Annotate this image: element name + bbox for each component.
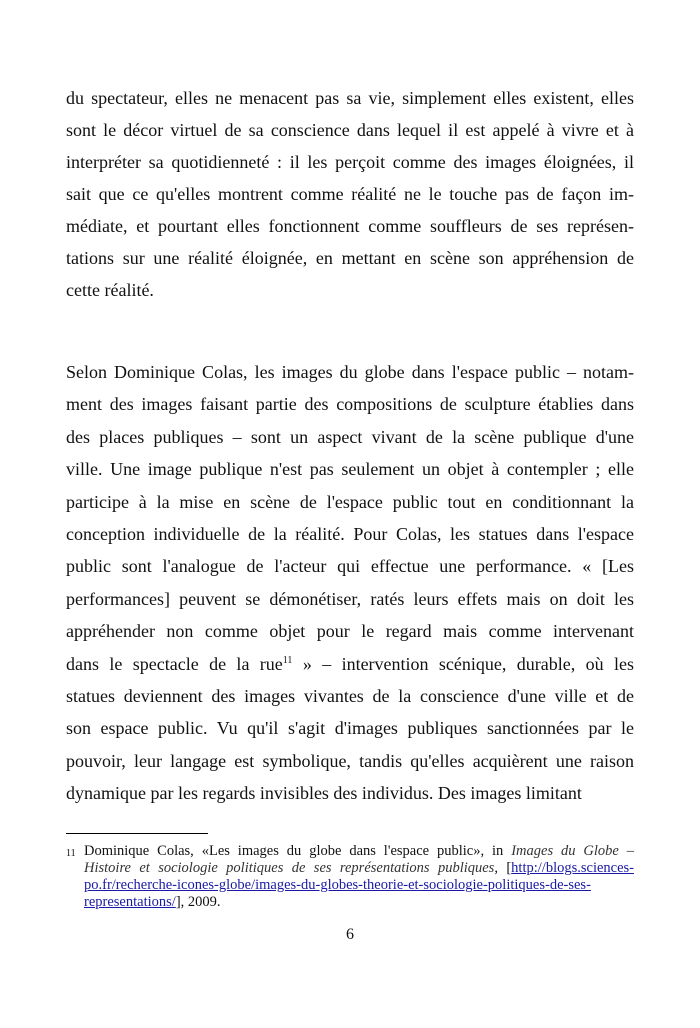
footnote-link[interactable]: http://blogs.sciences- — [511, 860, 634, 876]
text-line — [66, 120, 634, 140]
line-text: interpréter sa quotidienneté : il les perçoit comme des images éloignées, il — [66, 152, 634, 172]
text-line — [66, 394, 634, 414]
footnote-text: Dominique Colas, «Les images du globe dans l'espace public», in — [84, 843, 512, 859]
text-line — [66, 362, 634, 382]
line-text: appréhender non comme objet pour le regard mais comme intervenant — [66, 621, 634, 642]
line-text: médiate, et pourtant elles fonctionnent comme souffleurs de ses représen- — [66, 216, 634, 236]
footnote-link[interactable]: representations/ — [84, 894, 176, 910]
footnote-title: Histoire et sociologie politiques de ses représentations publiques — [84, 860, 495, 876]
line-text: performances] peuvent se démonétiser, ratés leurs effets mais on doit les — [66, 588, 634, 609]
text-line — [66, 718, 634, 738]
text-line — [66, 686, 634, 706]
line-text: ment des images faisant partie des compositions de sculpture établies dans — [66, 394, 634, 415]
footnote-number: 11 — [66, 848, 76, 859]
line-text: conception individuelle de la réalité. Pour Colas, les statues dans l'espace — [66, 524, 634, 544]
line-text: sont le décor virtuel de sa conscience dans lequel il est appelé à vivre et à — [66, 120, 634, 140]
line-text: public sont l'analogue de l'acteur qui effectue une performance. « [Les — [66, 556, 634, 577]
footnote-text: ], 2009. — [175, 894, 221, 910]
line-text: sait que ce qu'elles montrent comme réalité ne le touche pas de façon im- — [66, 184, 634, 204]
line-text: Selon Dominique Colas, les images du globe dans l'espace public – notam- — [66, 362, 634, 382]
line-text: participe à la mise en scène de l'espace public tout en conditionnant la — [66, 491, 634, 512]
text-line — [66, 88, 634, 108]
line-text: des places publiques – sont un aspect vivant de la scène publique d'une — [66, 426, 634, 447]
text-line — [66, 524, 634, 544]
text-line — [66, 654, 634, 674]
line-text: pouvoir, leur langage est symbolique, tandis qu'elles acquièrent une raison — [66, 750, 634, 771]
text-line — [66, 751, 634, 771]
footnote-text: , [ — [494, 860, 512, 876]
text-line — [66, 556, 634, 576]
text-line — [66, 152, 634, 172]
text-line — [66, 248, 634, 268]
line-text: ville. Une image publique n'est pas seulement un objet à contempler ; elle — [66, 459, 634, 480]
line-text: dynamique par les regards invisibles des individus. Des images limitant — [66, 783, 582, 804]
text-line — [66, 783, 634, 803]
line-text: dans le spectacle de la rue — [66, 653, 283, 674]
footnote-separator — [66, 833, 208, 834]
text-line — [66, 427, 634, 447]
text-line — [66, 280, 634, 300]
footnote-title: Images du Globe – — [511, 843, 634, 859]
text-line — [66, 621, 634, 641]
line-text: cette réalité. — [66, 280, 154, 300]
text-line — [66, 589, 634, 609]
line-text: du spectateur, elles ne menacent pas sa vie, simplement elles existent, elles — [66, 88, 634, 108]
text-line — [66, 459, 634, 479]
page-number: 6 — [346, 926, 354, 943]
line-text: » – intervention scénique, durable, où les — [292, 653, 634, 674]
line-text: son espace public. Vu qu'il s'agit d'images publiques sanctionnées par le — [66, 718, 634, 739]
text-line — [66, 216, 634, 236]
footnote-link[interactable]: po.fr/recherche-icones-globe/images-du-globes-theorie-et-sociologie-politiques-de-ses- — [84, 877, 591, 893]
line-text: statues deviennent des images vivantes de la conscience d'une ville et de — [66, 686, 634, 706]
text-line — [66, 492, 634, 512]
footnote-reference[interactable]: 11 — [282, 654, 293, 666]
line-text: tations sur une réalité éloignée, en mettant en scène son appréhension de — [66, 248, 634, 268]
text-line — [66, 184, 634, 204]
